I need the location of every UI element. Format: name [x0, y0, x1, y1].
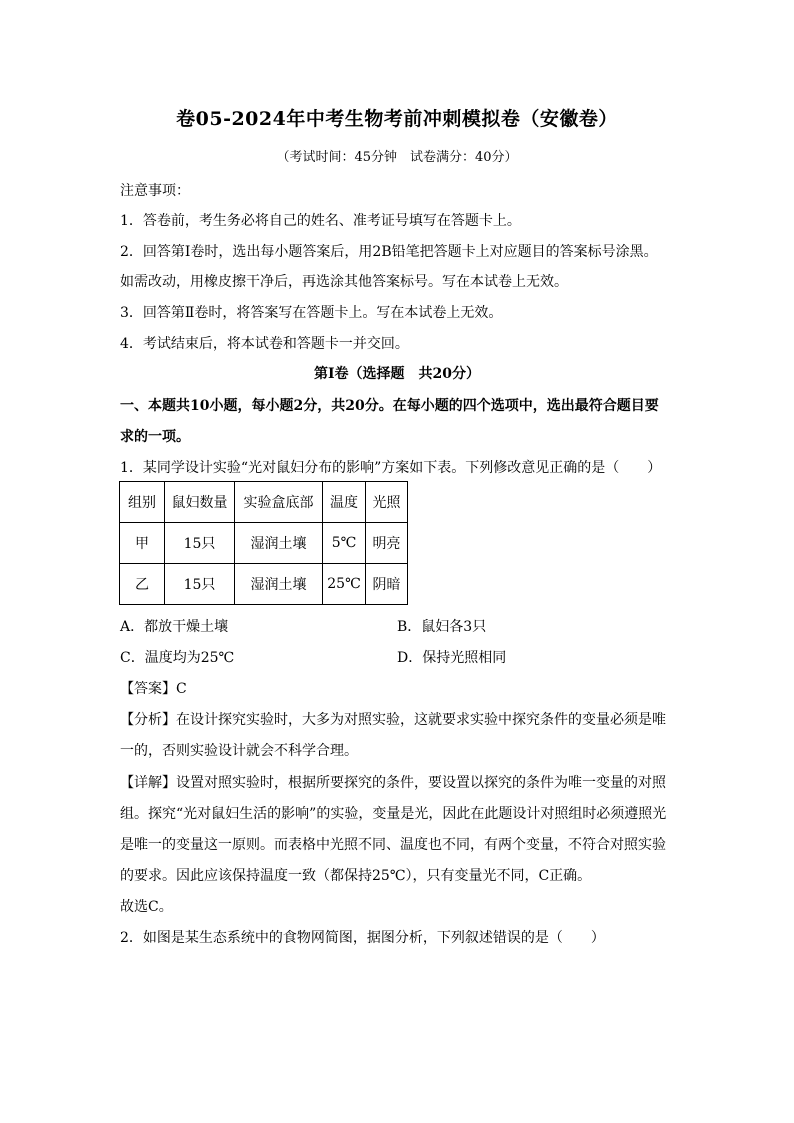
- table-cell: 甲: [120, 523, 165, 564]
- analysis-text: 【分析】在设计探究实验时，大多为对照实验，这就要求实验中探究条件的变量必须是唯: [120, 712, 666, 728]
- question-1-stem: 1．某同学设计实验“光对鼠妇分布的影响”方案如下表。下列修改意见正确的是（ ）: [120, 460, 662, 476]
- table-cell: 15只: [165, 564, 235, 605]
- table-cell: 阴暗: [366, 564, 408, 605]
- table-row: [120, 523, 408, 564]
- part-intro: 一、本题共10小题，每小题2分，共20分。在每小题的四个选项中，选出最符合题目要: [120, 398, 659, 414]
- option-b: B．鼠妇各3只: [397, 619, 487, 635]
- detail-text-continued: 的要求。因此应该保持温度一致（都保持25℃），只有变量光不同，C正确。: [120, 868, 592, 884]
- option-a: A．都放干燥土壤: [120, 619, 229, 635]
- option-d: D．保持光照相同: [397, 650, 507, 666]
- table-cell: 15只: [165, 523, 235, 564]
- table-header-cell: 鼠妇数量: [165, 482, 235, 523]
- table-header-cell: 组别: [120, 482, 165, 523]
- table-header-cell: 温度: [323, 482, 366, 523]
- conclusion-text: 故选C。: [120, 899, 173, 915]
- question-2-stem: 2．如图是某生态系统中的食物网简图，据图分析，下列叙述错误的是（ ）: [120, 930, 605, 946]
- experiment-table: [119, 481, 408, 605]
- detail-text-continued: 组。探究“光对鼠妇生活的影响”的实验，变量是光，因此在此题设计对照组时必须遵照光: [120, 806, 667, 822]
- notice-item: 4．考试结束后，将本试卷和答题卡一并交回。: [120, 336, 409, 352]
- notice-item: 1．答卷前，考生务必将自己的姓名、准考证号填写在答题卡上。: [120, 213, 521, 229]
- exam-title: 卷05-2024年中考生物考前冲刺模拟卷（安徽卷）: [176, 108, 618, 130]
- answer-line: 【答案】C: [120, 681, 187, 697]
- analysis-text-continued: 一的，否则实验设计就会不科学合理。: [120, 743, 358, 759]
- notice-item-continued: 如需改动，用橡皮擦干净后，再选涂其他答案标号。写在本试卷上无效。: [120, 274, 568, 290]
- table-cell: 湿润土壤: [235, 564, 323, 605]
- table-header-cell: 实验盒底部: [235, 482, 323, 523]
- table-cell: 乙: [120, 564, 165, 605]
- table-row: [120, 564, 408, 605]
- table-cell: 湿润土壤: [235, 523, 323, 564]
- exam-subtitle: （考试时间：45分钟 试卷满分：40分）: [276, 150, 518, 165]
- table-cell: 5℃: [323, 523, 366, 564]
- table-header-row: [120, 482, 408, 523]
- detail-text: 【详解】设置对照实验时，根据所要探究的条件，要设置以探究的条件为唯一变量的对照: [120, 775, 666, 791]
- notice-item: 2．回答第Ⅰ卷时，选出每小题答案后，用2B铅笔把答题卡上对应题目的答案标号涂黑。: [120, 244, 658, 260]
- detail-text-continued: 是唯一的变量这一原则。而表格中光照不同、温度也不同，有两个变量，不符合对照实验: [120, 837, 666, 853]
- part-intro-continued: 求的一项。: [120, 429, 190, 445]
- table-cell: 25℃: [323, 564, 366, 605]
- table-cell: 明亮: [366, 523, 408, 564]
- notice-heading: 注意事项：: [120, 183, 190, 199]
- section-title: 第Ⅰ卷（选择题 共20分）: [313, 366, 481, 382]
- table-header-cell: 光照: [366, 482, 408, 523]
- option-c: C．温度均为25℃: [120, 650, 235, 666]
- notice-item: 3．回答第Ⅱ卷时，将答案写在答题卡上。写在本试卷上无效。: [120, 305, 503, 321]
